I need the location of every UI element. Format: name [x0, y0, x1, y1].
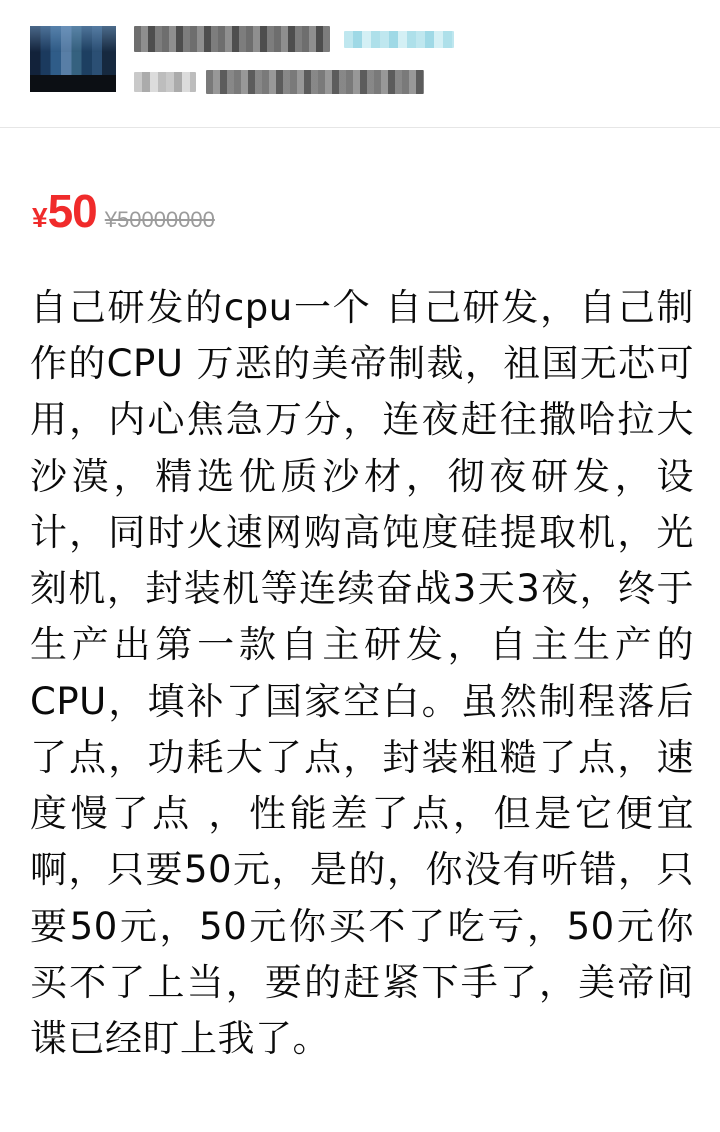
- seller-subtitle-prefix-redacted: [134, 72, 196, 92]
- seller-subtitle-redacted: [206, 70, 424, 94]
- avatar[interactable]: [30, 26, 116, 92]
- seller-header: [0, 0, 720, 128]
- seller-badge-redacted: [344, 31, 454, 48]
- price-line: [32, 185, 690, 237]
- original-price: ¥50000000: [104, 207, 215, 232]
- listing-description: 自己研发的cpu一个 自己研发，自己制作的CPU 万恶的美帝制裁，祖国无芯可用，内心焦急万分，连夜赶往撒哈拉大沙漠，精选优质沙材，彻夜研发，设计，同时火速网购高饨度硅提取机，光刻机，封装机等连续奋战3天3夜，终于生产出第一款自主研发，自主生产的CPU，填补了国家空白。虽然制程落后了点，功耗大了点，封装粗糙了点，速度慢了点 ，性能差了点，但是它便宜啊，只要50元，是的，你没有听错，只要50元，50元你买不了吃亏，50元你买不了上当，要的赶紧下手了，美帝间谍已经盯上我了。: [30, 286, 694, 1061]
- seller-header-inner: [30, 22, 696, 96]
- currency-symbol: ¥: [32, 202, 48, 233]
- seller-name-row: [134, 24, 696, 54]
- seller-subtitle-row: [134, 70, 696, 96]
- price-amount: 50: [47, 185, 97, 237]
- seller-info: [134, 22, 696, 96]
- seller-name-redacted[interactable]: [134, 26, 330, 52]
- price-block: [0, 128, 720, 237]
